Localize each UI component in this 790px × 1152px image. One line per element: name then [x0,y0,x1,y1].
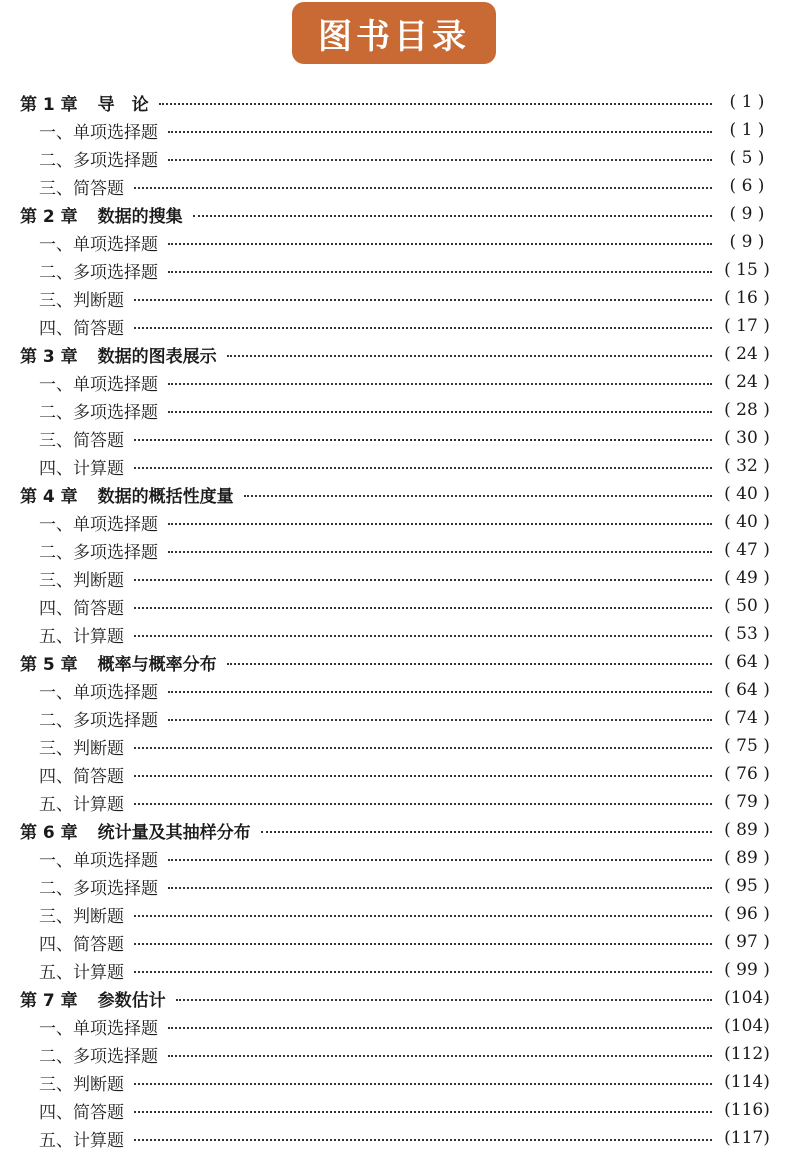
chapter-title: 统计量及其抽样分布 [97,822,251,843]
dot-leader [168,271,712,273]
chapter-number: 第 5 章 [20,654,78,675]
toc-section-row[interactable] [20,452,772,480]
page-number: ( 49 ) [724,568,770,588]
chapter-title: 参数估计 [97,990,166,1011]
chapter-number: 第 2 章 [20,206,78,227]
section-title: 三、判断题 [39,290,124,311]
dot-leader [261,831,712,833]
page-number: ( 50 ) [724,596,770,616]
page-number: ( 24 ) [724,344,770,364]
toc-section-row[interactable] [20,760,772,788]
dot-leader [134,467,712,469]
toc-section-row[interactable] [20,284,772,312]
dot-leader [168,523,712,525]
section-title: 四、简答题 [39,318,124,339]
page-number: ( 64 ) [724,680,770,700]
dot-leader [134,607,712,609]
toc-section-row[interactable] [20,956,772,984]
page-number: ( 97 ) [724,932,770,952]
toc-section-row[interactable] [20,844,772,872]
section-title: 三、判断题 [39,570,124,591]
section-title: 五、计算题 [39,794,124,815]
page-number: ( 40 ) [724,512,770,532]
toc-section-row[interactable] [20,256,772,284]
section-title: 一、单项选择题 [39,1018,158,1039]
toc-section-row[interactable] [20,536,772,564]
dot-leader [168,719,712,721]
page-number: ( 1 ) [729,92,765,112]
section-title: 三、简答题 [39,178,124,199]
section-title: 五、计算题 [39,1130,124,1151]
section-title: 一、单项选择题 [39,122,158,143]
section-title: 一、单项选择题 [39,374,158,395]
dot-leader [176,999,712,1001]
section-title: 二、多项选择题 [39,710,158,731]
page-number: ( 40 ) [724,484,770,504]
dot-leader [134,579,712,581]
page-number: ( 99 ) [724,960,770,980]
toc-section-row[interactable] [20,424,772,452]
dot-leader [134,1083,712,1085]
page-number: ( 53 ) [724,624,770,644]
page-number: ( 76 ) [724,764,770,784]
page-number: (112) [724,1044,770,1064]
banner-title: 图书目录 [318,16,470,57]
page-number: ( 16 ) [724,288,770,308]
dot-leader [168,131,712,133]
page-number: ( 47 ) [724,540,770,560]
toc-section-row[interactable] [20,788,772,816]
toc-section-row[interactable] [20,676,772,704]
dot-leader [168,1055,712,1057]
page-number: ( 1 ) [729,120,765,140]
page-number: ( 32 ) [724,456,770,476]
dot-leader [134,1111,712,1113]
toc-section-row[interactable] [20,732,772,760]
dot-leader [168,383,712,385]
toc-chapter-row[interactable] [20,816,772,844]
page-number: ( 74 ) [724,708,770,728]
toc-section-row[interactable] [20,368,772,396]
toc-section-row[interactable] [20,172,772,200]
section-title: 五、计算题 [39,626,124,647]
chapter-number: 第 6 章 [20,822,78,843]
dot-leader [168,691,712,693]
section-title: 一、单项选择题 [39,234,158,255]
page-number: ( 89 ) [724,848,770,868]
page-number: ( 28 ) [724,400,770,420]
chapter-title: 数据的概括性度量 [97,486,234,507]
toc-section-row[interactable] [20,144,772,172]
page-number: (117) [724,1128,770,1148]
chapter-title: 数据的搜集 [97,206,183,227]
toc-section-row[interactable] [20,1012,772,1040]
page-number: ( 5 ) [729,148,765,168]
toc-section-row[interactable] [20,1068,772,1096]
toc-chapter-row[interactable] [20,340,772,368]
page-number: (104) [724,988,770,1008]
page-number: ( 17 ) [724,316,770,336]
section-title: 二、多项选择题 [39,878,158,899]
page-number: ( 89 ) [724,820,770,840]
dot-leader [134,943,712,945]
section-title: 二、多项选择题 [39,150,158,171]
dot-leader [168,859,712,861]
page-number: (114) [724,1072,770,1092]
chapter-number: 第 1 章 [20,94,78,115]
dot-leader [134,327,712,329]
section-title: 五、计算题 [39,962,124,983]
toc-banner [292,2,496,64]
section-title: 三、简答题 [39,430,124,451]
dot-leader [193,215,712,217]
dot-leader [244,495,712,497]
page-number: ( 79 ) [724,792,770,812]
page-number: ( 75 ) [724,736,770,756]
toc-section-row[interactable] [20,1124,772,1152]
dot-leader [159,103,712,105]
section-title: 三、判断题 [39,738,124,759]
section-title: 二、多项选择题 [39,542,158,563]
toc-section-row[interactable] [20,1096,772,1124]
section-title: 三、判断题 [39,1074,124,1095]
section-title: 一、单项选择题 [39,850,158,871]
page-number: ( 95 ) [724,876,770,896]
page-number: ( 24 ) [724,372,770,392]
toc-chapter-row[interactable] [20,648,772,676]
toc-chapter-row[interactable] [20,480,772,508]
toc-section-row[interactable] [20,508,772,536]
dot-leader [134,299,712,301]
dot-leader [168,411,712,413]
dot-leader [134,1139,712,1141]
toc-section-row[interactable] [20,116,772,144]
page-number: (116) [724,1100,770,1120]
dot-leader [227,663,712,665]
section-title: 一、单项选择题 [39,514,158,535]
dot-leader [134,187,712,189]
chapter-number: 第 3 章 [20,346,78,367]
dot-leader [134,439,712,441]
dot-leader [168,243,712,245]
page-number: ( 9 ) [729,204,765,224]
dot-leader [134,747,712,749]
page-number: ( 6 ) [729,176,765,196]
toc-section-row[interactable] [20,928,772,956]
section-title: 四、简答题 [39,598,124,619]
chapter-number: 第 4 章 [20,486,78,507]
dot-leader [227,355,712,357]
page-number: ( 64 ) [724,652,770,672]
toc-chapter-row[interactable] [20,200,772,228]
chapter-title: 概率与概率分布 [97,654,217,675]
page-number: ( 9 ) [729,232,765,252]
dot-leader [168,1027,712,1029]
toc-section-row[interactable] [20,872,772,900]
section-title: 三、判断题 [39,906,124,927]
page-number: ( 96 ) [724,904,770,924]
page-number: ( 15 ) [724,260,770,280]
page-number: ( 30 ) [724,428,770,448]
toc-chapter-row[interactable] [20,984,772,1012]
dot-leader [168,887,712,889]
toc-section-row[interactable] [20,1040,772,1068]
section-title: 二、多项选择题 [39,1046,158,1067]
dot-leader [134,915,712,917]
table-of-contents [20,88,772,1152]
dot-leader [134,803,712,805]
toc-section-row[interactable] [20,620,772,648]
toc-chapter-row[interactable] [20,88,772,116]
section-title: 四、简答题 [39,1102,124,1123]
toc-section-row[interactable] [20,312,772,340]
section-title: 一、单项选择题 [39,682,158,703]
dot-leader [134,635,712,637]
section-title: 二、多项选择题 [39,402,158,423]
section-title: 四、简答题 [39,934,124,955]
toc-section-row[interactable] [20,592,772,620]
section-title: 二、多项选择题 [39,262,158,283]
toc-section-row[interactable] [20,228,772,256]
toc-section-row[interactable] [20,396,772,424]
section-title: 四、简答题 [39,766,124,787]
toc-section-row[interactable] [20,704,772,732]
page-number: (104) [724,1016,770,1036]
toc-section-row[interactable] [20,564,772,592]
dot-leader [134,971,712,973]
dot-leader [168,551,712,553]
dot-leader [134,775,712,777]
section-title: 四、计算题 [39,458,124,479]
dot-leader [168,159,712,161]
chapter-title: 导 论 [97,94,149,115]
toc-section-row[interactable] [20,900,772,928]
chapter-number: 第 7 章 [20,990,78,1011]
chapter-title: 数据的图表展示 [97,346,217,367]
